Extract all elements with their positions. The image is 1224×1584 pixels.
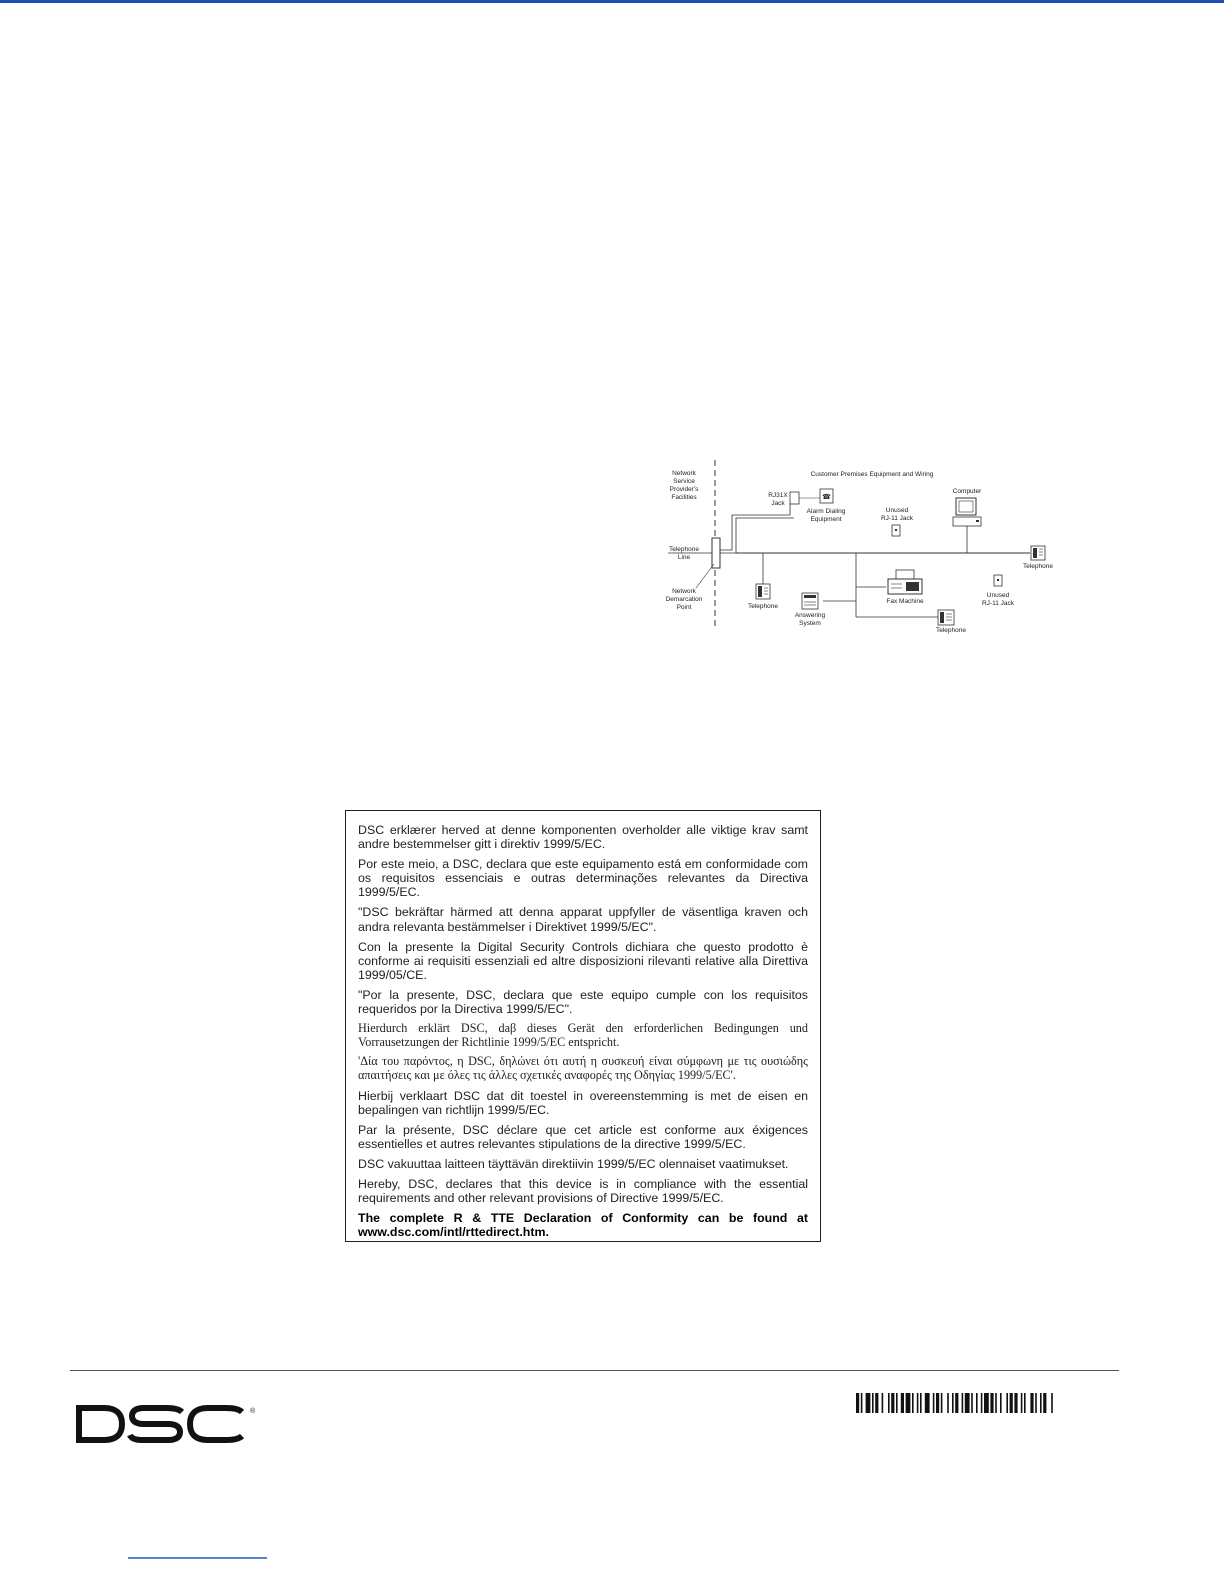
- telephone-left-label: Telephone: [748, 603, 778, 610]
- declaration-french: Par la présente, DSC déclare que cet article est conforme aux éxigences essentielles et autres relevantes stipulations de la directive 1999/5/EC.: [358, 1122, 808, 1151]
- declaration-dutch: Hierbij verklaart DSC dat dit toestel in overeenstemming is met de eisen en bepalingen van richtlijn 1999/5/EC.: [358, 1088, 808, 1117]
- demarcation-label: [666, 588, 703, 611]
- network-facilities-label: [670, 470, 699, 501]
- rj31x-jack-box: [790, 492, 799, 504]
- telephone-right-label: Telephone: [1023, 563, 1053, 570]
- svg-text:Unused: Unused: [885, 507, 909, 514]
- svg-text:®: ®: [250, 1408, 256, 1415]
- svg-text:Alarm Dialing: Alarm Dialing: [806, 508, 846, 515]
- declaration-link-note: The complete R & TTE Declaration of Conformity can be found at www.dsc.com/intl/rttedirect.htm.: [358, 1211, 808, 1240]
- declaration-german: Hierdurch erklärt DSC, daβ dieses Gerät den erforderlichen Bedingungen und Vorrausetzungen der Richtlinie 1999/5/EC entspricht.: [358, 1021, 808, 1049]
- footer-rule: [70, 1370, 1119, 1371]
- computer-label: Computer: [952, 488, 982, 495]
- telephone-bottom-label: Telephone: [936, 627, 966, 634]
- svg-text:Telephone: Telephone: [669, 546, 699, 553]
- telephone-wiring-diagram: [660, 460, 1060, 640]
- fax-machine-label: Fax Machine: [886, 598, 924, 605]
- top-border-line: [0, 0, 1224, 3]
- computer-icon: [953, 498, 981, 526]
- svg-text:Facilities: Facilities: [671, 494, 697, 501]
- declaration-of-conformity-box: [345, 810, 821, 1242]
- bottom-link-underline: [128, 1557, 267, 1559]
- declaration-finnish: DSC vakuuttaa laitteen täyttävän direktiivin 1999/5/EC olennaiset vaatimukset.: [358, 1156, 789, 1171]
- declaration-swedish: "DSC bekräftar härmed att denna apparat uppfyller de väsentliga kraven och andra relevanta bestämmelser i Direktivet 1999/5/EC".: [358, 905, 808, 934]
- telephone-left-icon: [756, 584, 770, 599]
- demarcation-box: [712, 538, 720, 568]
- telephone-bottom-icon: [938, 610, 954, 625]
- svg-text:Service: Service: [673, 478, 695, 485]
- declaration-italian: Con la presente la Digital Security Controls dichiara che questo prodotto è conforme ai requisiti essenziali ed altre disposizioni rilevanti relative alla Direttiva 1999/05/CE.: [358, 939, 808, 982]
- premises-label: Customer Premises Equipment and Wiring: [810, 471, 934, 478]
- svg-text:RJ-11 Jack: RJ-11 Jack: [880, 515, 914, 522]
- declaration-norwegian: DSC erklærer herved at denne komponenten overholder alle viktige krav samt andre bestemmelser gitt i direktiv 1999/5/EC.: [358, 823, 808, 852]
- svg-text:Jack: Jack: [771, 500, 785, 507]
- alarm-dialing-label: [807, 508, 846, 523]
- svg-text:Line: Line: [677, 554, 691, 561]
- svg-text:System: System: [799, 620, 821, 627]
- svg-text:Network: Network: [672, 588, 696, 595]
- svg-text:Unused: Unused: [986, 592, 1010, 599]
- svg-text:Answering: Answering: [794, 612, 826, 619]
- svg-text:☎: ☎: [822, 494, 831, 501]
- svg-text:RJ31X: RJ31X: [768, 492, 788, 499]
- svg-text:Equipment: Equipment: [810, 516, 842, 523]
- fax-machine-icon: [888, 570, 922, 594]
- telephone-right-icon: [1031, 546, 1045, 560]
- svg-text:Network: Network: [672, 470, 696, 477]
- telephone-line-label: [669, 546, 699, 561]
- answering-system-label: [795, 612, 826, 627]
- svg-text:Point: Point: [676, 604, 692, 611]
- rj31x-label: [768, 492, 788, 507]
- svg-text:Provider's: Provider's: [669, 486, 699, 493]
- declaration-portuguese: Por este meio, a DSC, declara que este equipamento está em conformidade com os requisitos essenciais e outras determinações relevantes da Directiva 1999/5/EC.: [358, 857, 808, 900]
- barcode: [856, 1393, 1114, 1413]
- svg-text:Demarcation: Demarcation: [665, 596, 703, 603]
- declaration-english: Hereby, DSC, declares that this device is in compliance with the essential requirements and other relevant provisions of Directive 1999/5/EC.: [358, 1176, 808, 1206]
- declaration-spanish: "Por la presente, DSC, declara que este equipo cumple con los requisitos requeridos por la Directiva 1999/5/EC".: [358, 987, 808, 1017]
- answering-system-icon: [802, 593, 818, 609]
- dsc-logo: [76, 1404, 258, 1444]
- svg-text:RJ-11 Jack: RJ-11 Jack: [981, 600, 1015, 607]
- declaration-greek: 'Δία του παρόντος, η DSC, δηλώνει ότι αυτή η συσκευή είναι σύμφωνη με τις ουσιώδης απαιτήσεις και με όλες τις άλλες σχετικές αναφορές της Οδηγίας 1999/5/EC'.: [358, 1054, 808, 1082]
